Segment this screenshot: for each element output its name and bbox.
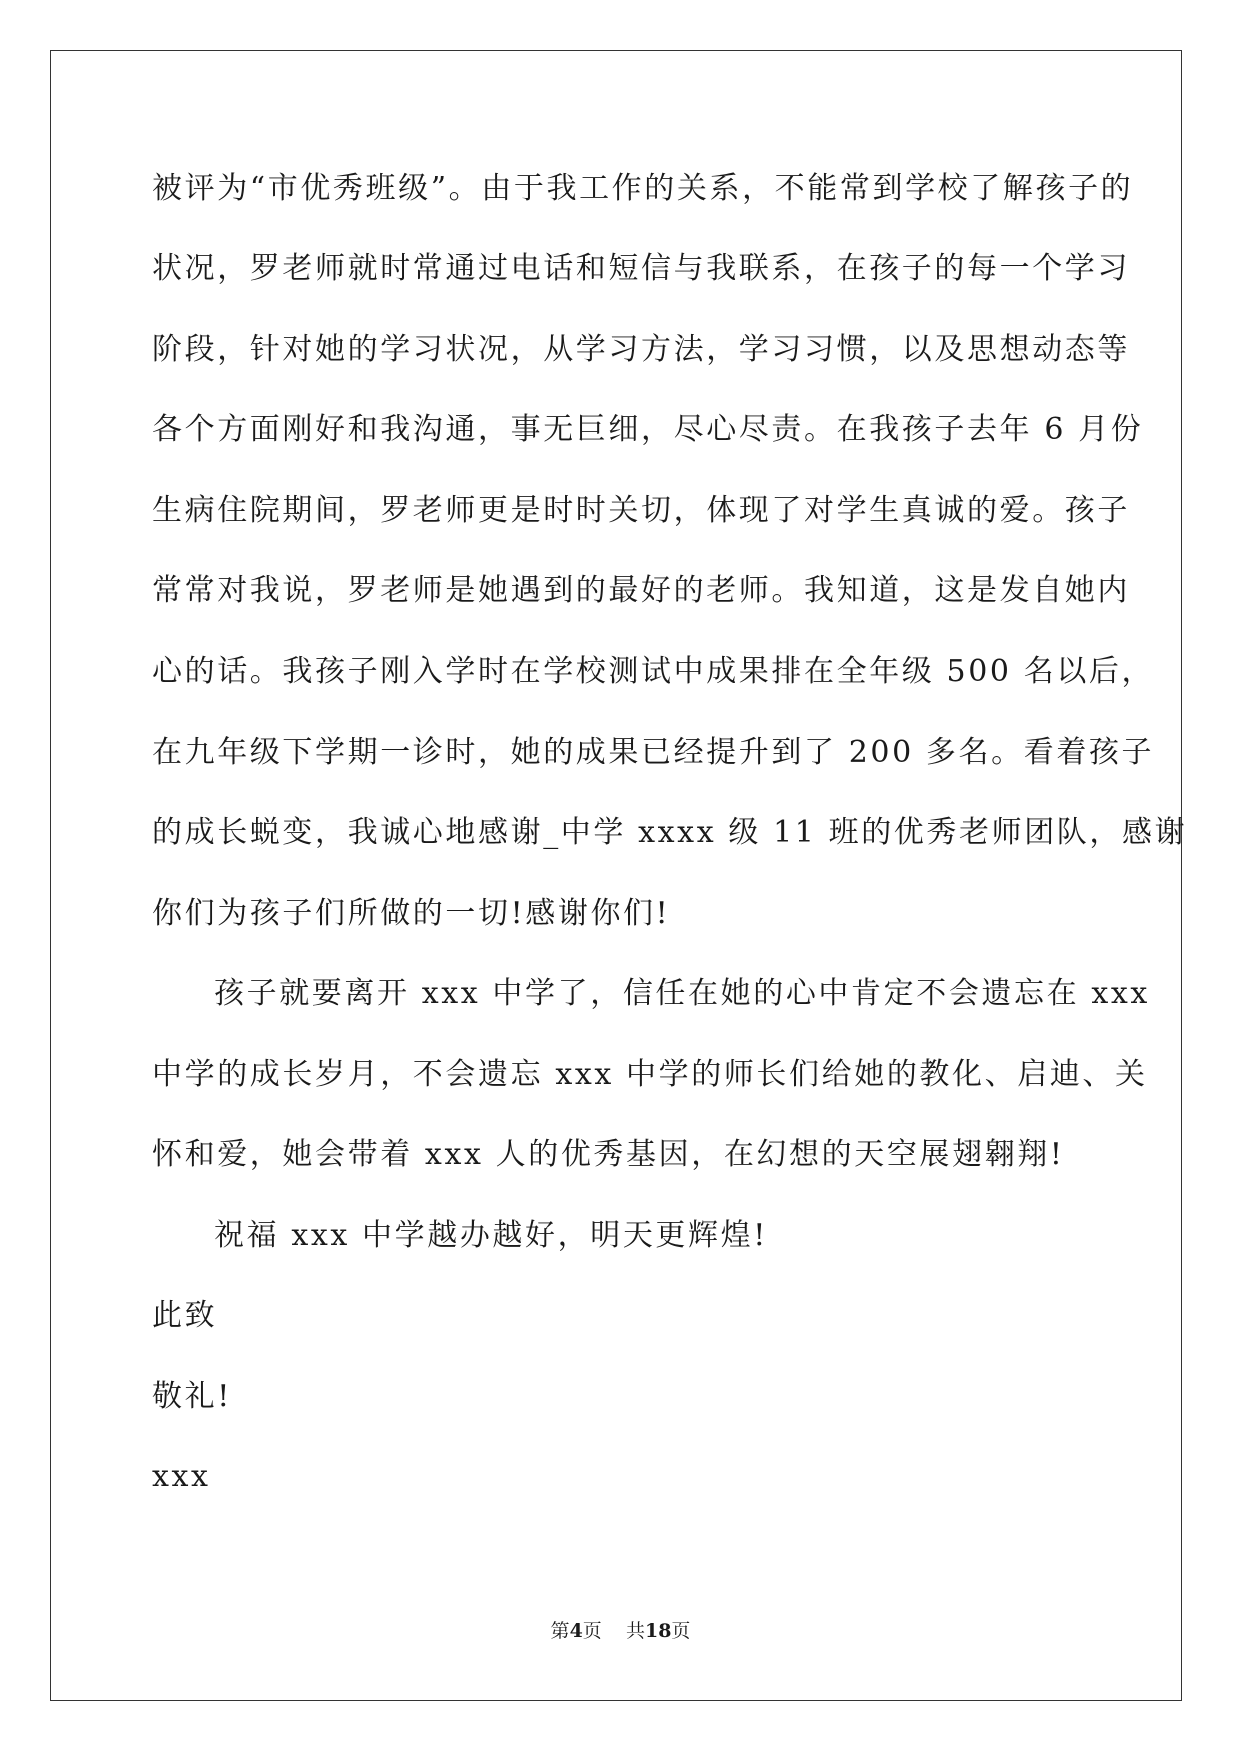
paragraph-2-line-3: 怀和爱，她会带着 xxx 人的优秀基因，在幻想的天空展翅翱翔! (152, 1137, 1065, 1172)
text-line-10: 你们为孩子们所做的一切!感谢你们! (152, 896, 671, 931)
text-line-3: 阶段，针对她的学习状况，从学习方法，学习习惯，以及思想动态等 (152, 332, 1130, 367)
paragraph-2-line-2: 中学的成长岁月，不会遗忘 xxx 中学的师长们给她的教化、启迪、关 (152, 1057, 1148, 1092)
footer-middle: 页 共 (582, 1620, 645, 1642)
text-line-8: 在九年级下学期一诊时，她的成果已经提升到了 200 多名。看着孩子 (152, 735, 1155, 770)
footer-suffix: 页 (671, 1620, 691, 1642)
text-line-4: 各个方面刚好和我沟通，事无巨细，尽心尽责。在我孩子去年 6 月份 (152, 412, 1144, 447)
page-border (50, 50, 1182, 1701)
page-footer (0, 1619, 1241, 1643)
footer-total-pages: 18 (644, 1620, 672, 1642)
signature: xxx (152, 1459, 211, 1494)
text-line-9: 的成长蜕变，我诚心地感谢_中学 xxxx 级 11 班的优秀老师团队，感谢 (152, 815, 1188, 850)
footer-page-number: 4 (569, 1620, 583, 1642)
text-line-2: 状况，罗老师就时常通过电话和短信与我联系，在孩子的每一个学习 (152, 251, 1130, 286)
text-line-1: 被评为“市优秀班级”。由于我工作的关系，不能常到学校了解孩子的 (152, 171, 1134, 206)
closing-salutation: 此致 (152, 1298, 218, 1333)
footer-prefix: 第 (550, 1620, 570, 1642)
paragraph-2-line-1: 孩子就要离开 xxx 中学了，信任在她的心中肯定不会遗忘在 xxx (214, 976, 1150, 1011)
text-line-7: 心的话。我孩子刚入学时在学校测试中成果排在全年级 500 名以后， (152, 654, 1155, 689)
text-line-6: 常常对我说，罗老师是她遇到的最好的老师。我知道，这是发自她内 (152, 573, 1130, 608)
blessing-line: 祝福 xxx 中学越办越好，明天更辉煌! (214, 1218, 768, 1253)
text-line-5: 生病住院期间，罗老师更是时时关切，体现了对学生真诚的爱。孩子 (152, 493, 1130, 528)
closing-regards: 敬礼! (152, 1379, 232, 1414)
